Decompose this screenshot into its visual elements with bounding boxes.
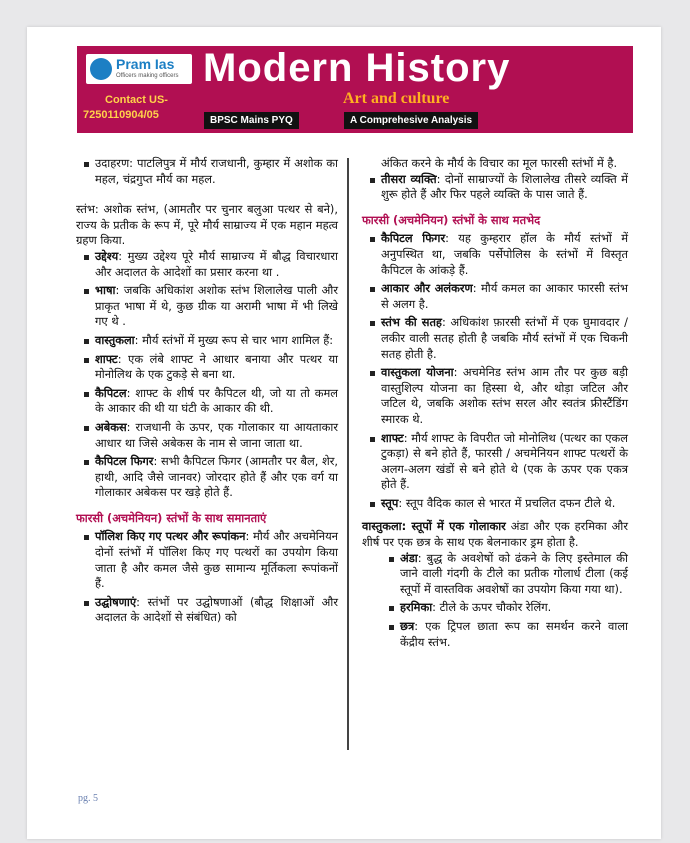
third-person-list (362, 172, 628, 203)
similarity-list (76, 529, 338, 626)
list-item: भाषा: जबकि अधिकांश अशोक स्तंभ शिलालेख पाली और प्राकृत भाषा में थे, कुछ ग्रीक या अरामी भाषा में भी लिखे गए थे . (95, 283, 338, 329)
contact-label: Contact US- (105, 94, 168, 106)
list-item: स्तूप: स्तूप वैदिक काल से भारत में प्रचलित दफन टीले थे. (381, 496, 628, 512)
example-list (76, 156, 338, 187)
list-item: वास्तुकला: मौर्य स्तंभों में मुख्य रूप से चार भाग शामिल हैं: (95, 333, 338, 349)
contact-phone: 7250110904/05 (83, 109, 159, 121)
stupa-paragraph: वास्तुकला: स्तूपों में एक गोलाकार अंडा और एक हरमिका और शीर्ष पर एक छत्र के साथ एक बेलनाकार ड्रम होता है. (362, 519, 628, 550)
list-item: छत्र: एक ट्रिपल छाता रूप का समर्थन करने वाला केंद्रीय स्तंभ. (400, 619, 628, 649)
list-item: कैपिटल फिगर: यह कुम्हरार हॉल के मौर्य स्तंभों में अनुपस्थित था, जबकि पर्सेपोलिस के स्तंभों में विस्तृत कैपिटल के आंकड़े हैं. (381, 231, 629, 277)
banner-subtitle: Art and culture (343, 90, 450, 107)
right-column (362, 156, 628, 653)
similarity-heading: फारसी (अचमेनियन) स्तंभों के साथ समानताएं (76, 510, 267, 525)
pillar-paragraph: स्तंभ: अशोक स्तंभ, (आमतौर पर चुनार बलुआ पत्थर से बने), राज्य के प्रतीक के रूप में, पूरे मौर्य साम्राज्य में एक महान महत्व ग्रहण किया. (76, 202, 338, 248)
list-item: हरमिका: टीले के ऊपर चौकोर रेलिंग. (400, 600, 628, 616)
logo (86, 54, 192, 84)
header-banner (77, 46, 633, 133)
list-item: उद्घोषणाएं: स्तंभों पर उद्घोषणाओं (बौद्ध शिक्षाओं और अदालत के आदेशों से संबंधित) को (95, 594, 338, 625)
column-divider (347, 158, 349, 750)
bpsc-pill: BPSC Mains PYQ (204, 112, 299, 129)
list-item: उदाहरण: पाटलिपुत्र में मौर्य राजधानी, कुम्हार में अशोक का महल, चंद्रगुप्त मौर्य का महल. (95, 156, 338, 186)
list-item: अंडा: बुद्ध के अवशेषों को ढंकने के लिए इस्तेमाल की जाने वाली गंदगी के टीले का प्रतीक गोलार्ध टीला (कई स्तूपों में वास्तविक अवशेषों का उपयोग किया गया था). (400, 550, 628, 596)
globe-icon (90, 58, 112, 80)
page-number: pg. 5 (78, 793, 98, 804)
left-column (76, 156, 338, 629)
list-item: तीसरा व्यक्ति: दोनों साम्राज्यों के शिलालेख तीसरे व्यक्ति में शुरू होते हैं और फिर पहले व्यक्ति के पास जाते हैं. (381, 171, 628, 202)
list-item: शाफ्ट: एक लंबे शाफ्ट ने आधार बनाया और पत्थर या मोनोलिथ के एक टुकड़े से बना था. (95, 351, 338, 382)
list-item: पॉलिश किए गए पत्थर और रूपांकन: मौर्य और अचमेनियन दोनों स्तंभों में पॉलिश किए गए पत्थरों का उपयोग किया जाता है और कमल जैसे कुछ सामान्य मूर्तिकला रूपांकनों हैं. (95, 529, 339, 591)
logo-tagline: Officers making officers (116, 73, 179, 79)
list-item: वास्तुकला योजना: अचमेनिड स्तंभ आम तौर पर कुछ बड़ी वास्तुशिल्प योजना का हिस्सा थे, और थोड़ा जटिल और जटिल थे, जबकि अशोक स्तंभ सरल और स्वतंत्र फ्रीस्टैंडिंग स्मारक थे. (381, 365, 628, 426)
difference-list (362, 231, 628, 511)
pillar-list (76, 249, 338, 501)
list-item: आकार और अलंकरण: मौर्य कमल का आकार फारसी स्तंभ से अलग है. (381, 281, 628, 311)
list-item: अबेकस: राजधानी के ऊपर, एक गोलाकार या आयताकार आधार था जिसे अबेकस के नाम से जाना जाता था. (95, 419, 338, 450)
banner-title: Modern History (203, 46, 511, 90)
list-item: कैपिटल फिगर: सभी कैपिटल फिगर (आमतौर पर बैल, शेर, हाथी, आदि जैसे जानवर) जोरदार होते हैं और एक वर्ग या गोलाकार अबेकस पर खड़े होते हैं. (95, 454, 339, 500)
list-item: कैपिटल: शाफ्ट के शीर्ष पर कैपिटल थी, जो या तो कमल के आकार की थी या घंटी के आकार की थी. (95, 385, 338, 416)
list-item: उद्देश्य: मुख्य उद्देश्य पूरे मौर्य साम्राज्य में बौद्ध विचारधारा और अदालत के आदेशों का प्रसार करना था . (95, 248, 338, 279)
stupa-list (362, 551, 628, 651)
list-item: स्तंभ की सतह: अधिकांश फ़ारसी स्तंभों में एक घुमावदार / लकीर वाली सतह होती है जबकि मौर्य स्तंभों में एक चिकनी सतह होती है. (381, 315, 628, 361)
analysis-pill: A Comprehesive Analysis (344, 112, 478, 129)
logo-brand: Pram Ias (116, 56, 175, 72)
list-item: शाफ्ट: मौर्य शाफ्ट के विपरीत जो मोनोलिथ (पत्थर का एकल टुकड़ा) से बने होते हैं, फारसी / अचमेनियन शाफ्ट पत्थरों के अलग-अलग खंडों से बने होते थे (एक के ऊपर एक एकत्र होते हैं. (381, 430, 628, 492)
continuation-text: अंकित करने के मौर्य के विचार का मूल फारसी स्तंभों में है. (381, 156, 618, 170)
difference-heading: फारसी (अचमेनियन) स्तंभों के साथ मतभेद (362, 212, 541, 227)
